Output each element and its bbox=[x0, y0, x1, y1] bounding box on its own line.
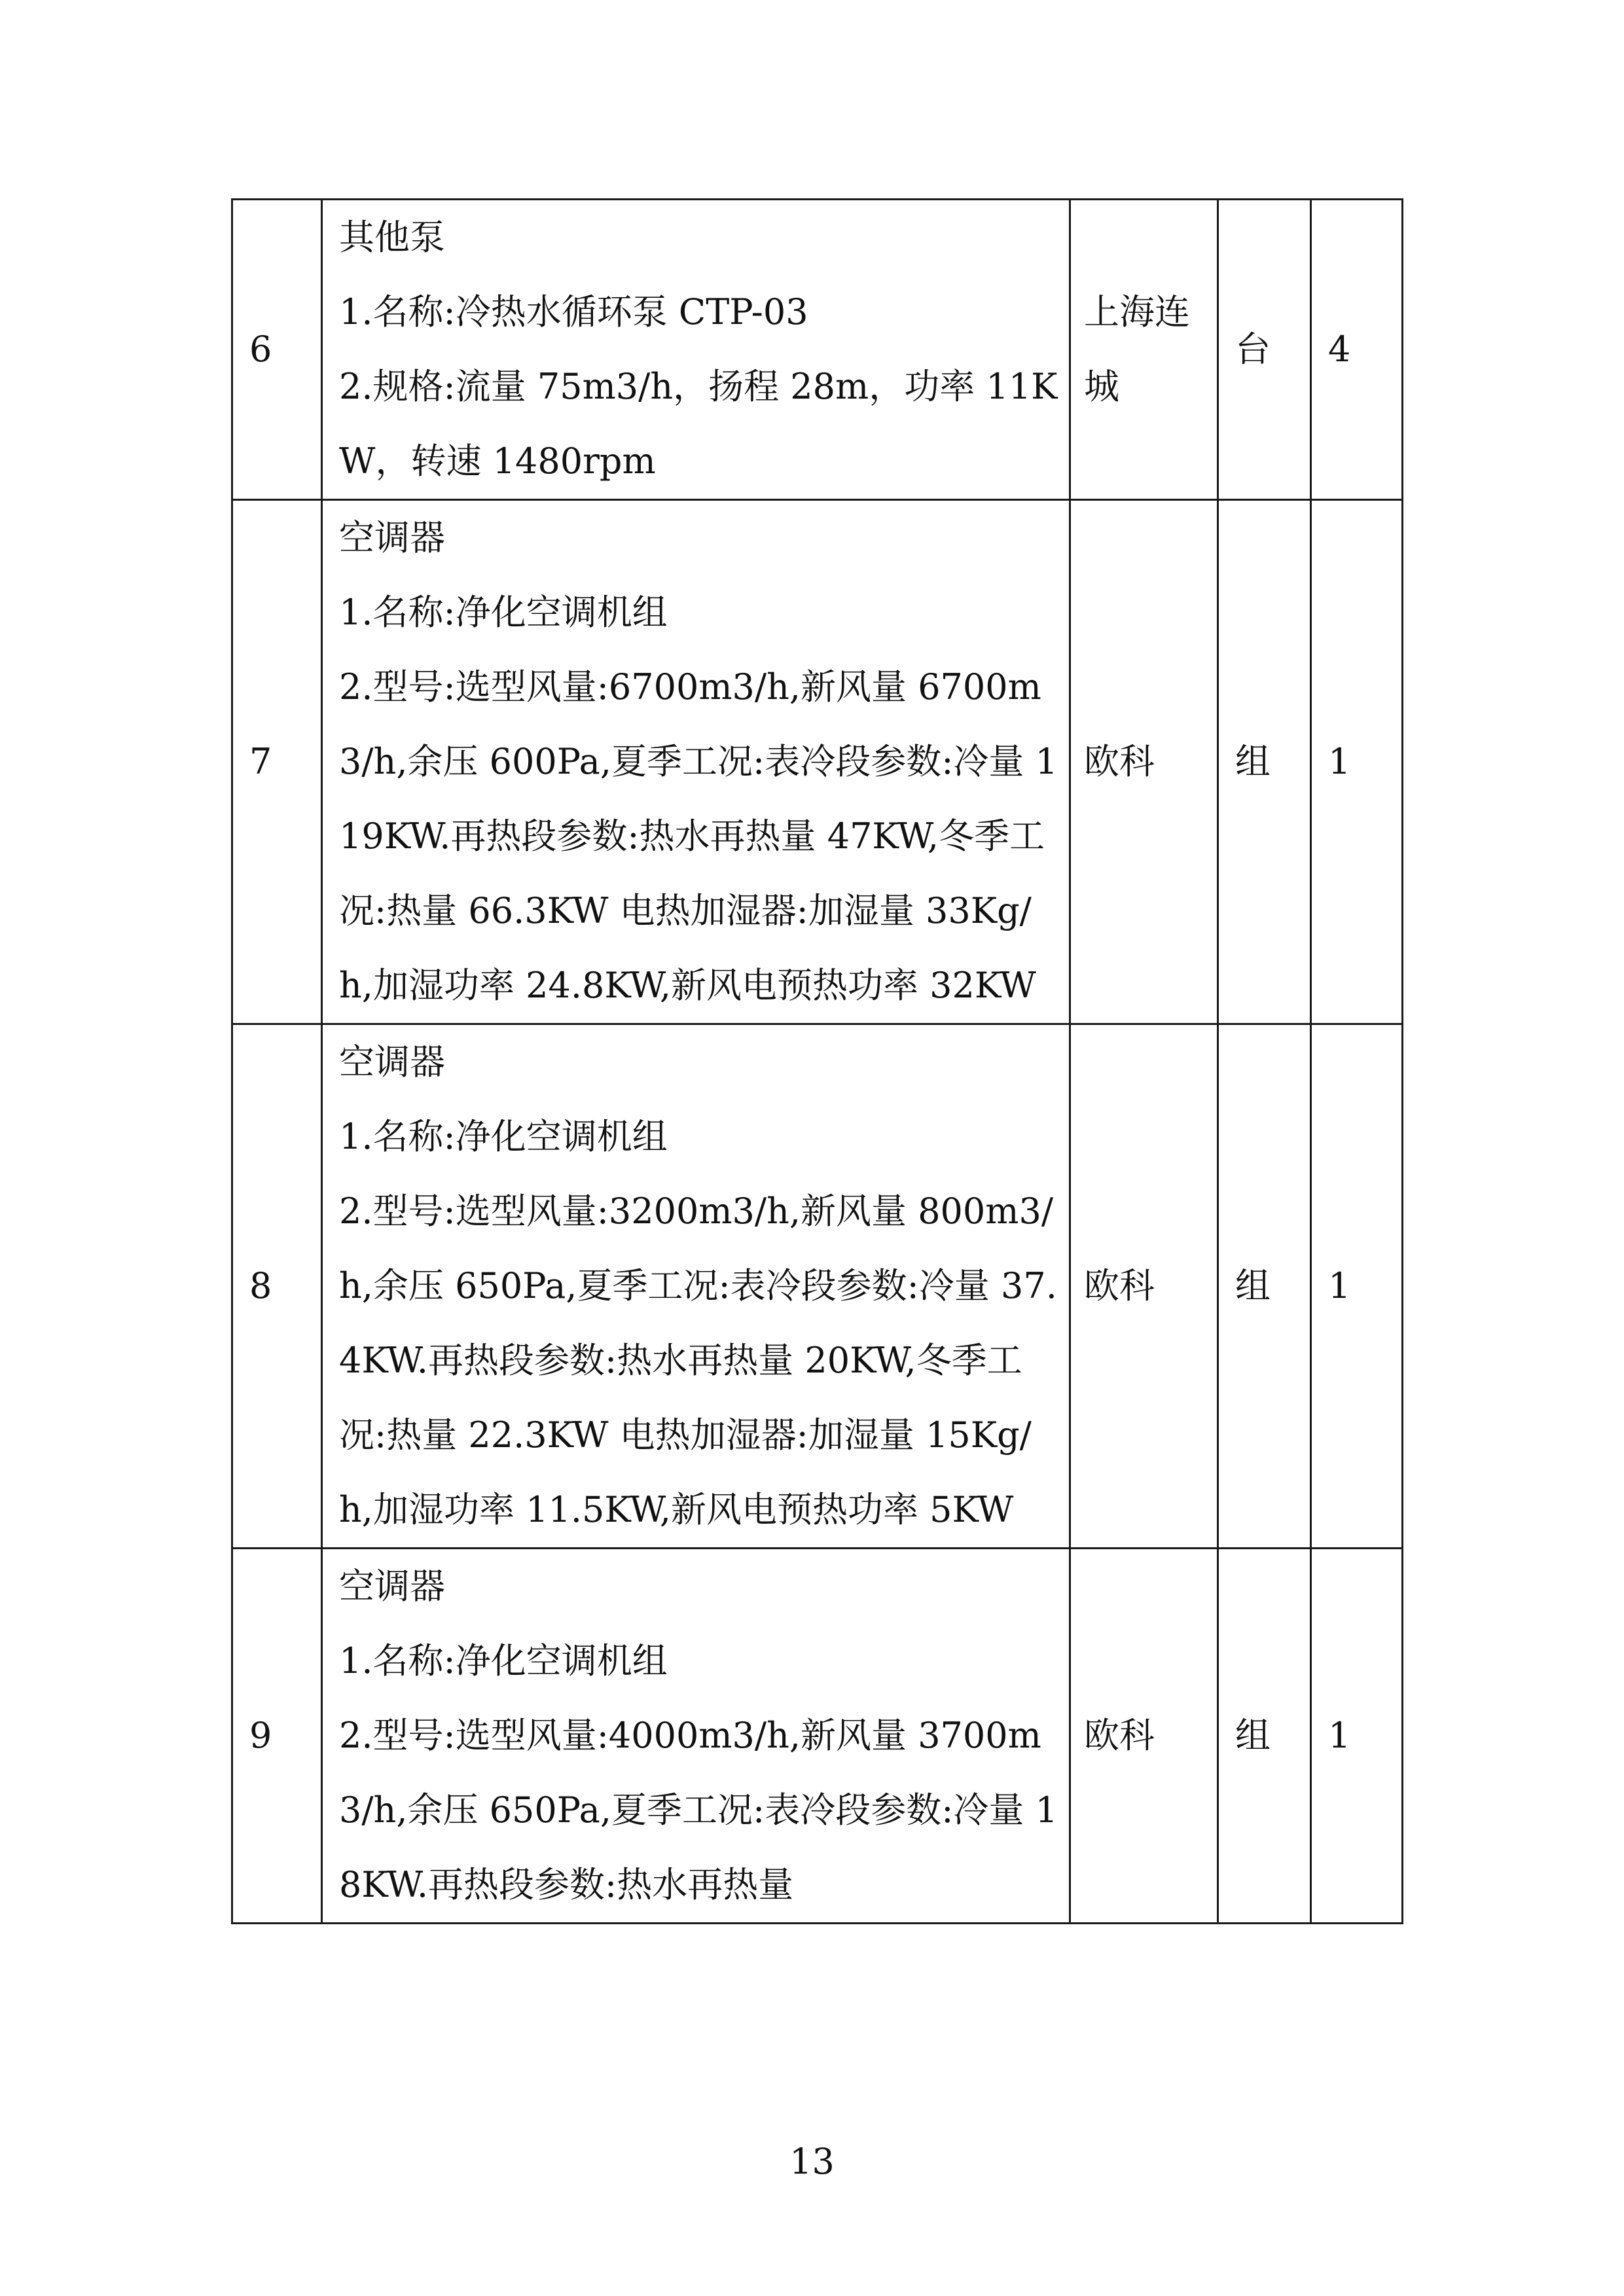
equipment-table bbox=[231, 198, 1403, 1924]
row-number: 6 bbox=[232, 200, 322, 500]
table-row bbox=[232, 1024, 1403, 1549]
item-unit: 组 bbox=[1218, 1549, 1311, 1924]
item-quantity: 1 bbox=[1311, 1024, 1403, 1549]
item-title: 空调器 bbox=[339, 517, 445, 558]
table-row bbox=[232, 1549, 1403, 1924]
item-spec: 2.规格:流量 75m3/h，扬程 28m，功率 11KW，转速 1480rpm bbox=[339, 366, 1058, 482]
item-unit: 组 bbox=[1218, 500, 1311, 1024]
item-name: 1.名称:净化空调机组 bbox=[339, 1640, 668, 1681]
item-name: 1.名称:净化空调机组 bbox=[339, 1116, 668, 1157]
item-spec: 2.型号:选型风量:3200m3/h,新风量 800m3/h,余压 650Pa,夏季工况:表冷段参数:冷量 37.4KW.再热段参数:热水再热量 20KW,冬季工况:热量 22.3KW 电热加湿器:加湿量 15Kg/h,加湿功率 11.5KW,新风电预热功率 5KW bbox=[339, 1191, 1057, 1530]
item-quantity: 1 bbox=[1311, 1549, 1403, 1924]
row-number: 9 bbox=[232, 1549, 322, 1924]
item-spec: 2.型号:选型风量:6700m3/h,新风量 6700m3/h,余压 600Pa,夏季工况:表冷段参数:冷量 119KW.再热段参数:热水再热量 47KW,冬季工况:热量 66.3KW 电热加湿器:加湿量 33Kg/h,加湿功率 24.8KW,新风电预热功率 32KW bbox=[339, 666, 1058, 1006]
page-number: 13 bbox=[789, 2141, 835, 2182]
item-brand: 欧科 bbox=[1070, 1549, 1218, 1924]
item-description bbox=[322, 1549, 1070, 1924]
item-title: 空调器 bbox=[339, 1041, 445, 1083]
row-number: 7 bbox=[232, 500, 322, 1024]
item-description bbox=[322, 500, 1070, 1024]
item-quantity: 1 bbox=[1311, 500, 1403, 1024]
item-name: 1.名称:冷热水循环泵 CTP-03 bbox=[339, 291, 808, 332]
item-name: 1.名称:净化空调机组 bbox=[339, 592, 668, 633]
item-quantity: 4 bbox=[1311, 200, 1403, 500]
item-unit: 组 bbox=[1218, 1024, 1311, 1549]
item-spec: 2.型号:选型风量:4000m3/h,新风量 3700m3/h,余压 650Pa,夏季工况:表冷段参数:冷量 18KW.再热段参数:热水再热量 bbox=[339, 1715, 1058, 1905]
item-unit: 台 bbox=[1218, 200, 1311, 500]
item-brand: 欧科 bbox=[1070, 1024, 1218, 1549]
item-brand: 上海连 城 bbox=[1070, 200, 1218, 500]
row-number: 8 bbox=[232, 1024, 322, 1549]
item-description bbox=[322, 200, 1070, 500]
table-row bbox=[232, 200, 1403, 500]
item-title: 空调器 bbox=[339, 1566, 445, 1607]
item-brand: 欧科 bbox=[1070, 500, 1218, 1024]
table-row bbox=[232, 500, 1403, 1024]
item-title: 其他泵 bbox=[339, 217, 445, 258]
item-description bbox=[322, 1024, 1070, 1549]
